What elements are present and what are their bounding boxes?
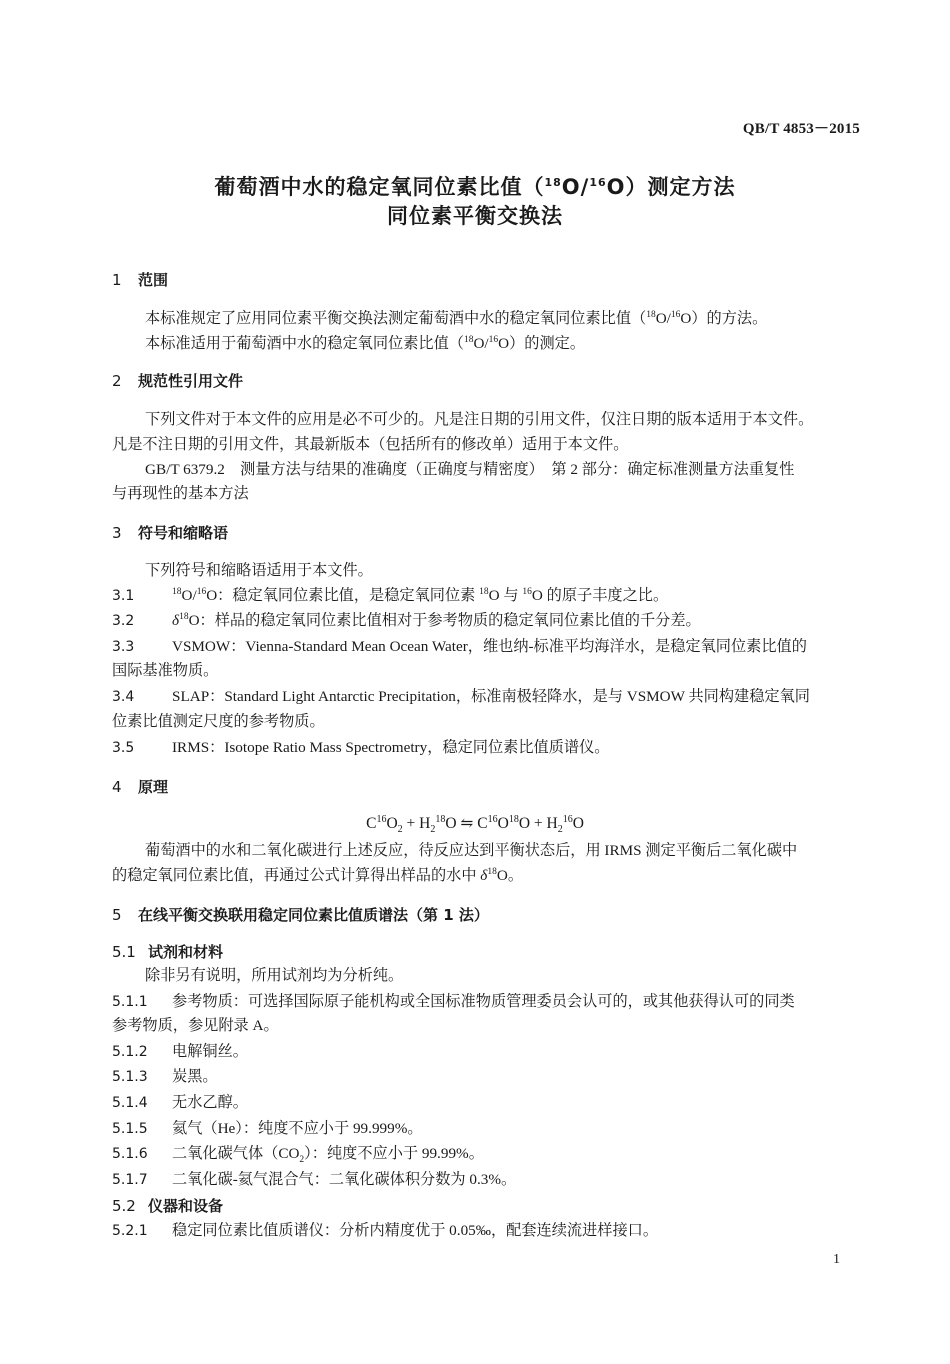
item-5-1-5: 5.1.5 氦气（He）：纯度不应小于 99.999%。 [112,1120,423,1137]
section-2-line-1: 下列文件对于本文件的应用是必不可少的。凡是注日期的引用文件，仅注日期的版本适用于本文件。 [145,411,814,428]
section-5-heading: 5 在线平衡交换联用稳定同位素比值质谱法（第 1 法） [112,906,489,924]
document-title-line-1: 葡萄酒中水的稳定氧同位素比值（$^{18}$O/$^{16}$O）测定方法 [214,175,736,199]
section-2-reference-line-2: 与再现性的基本方法 [112,485,249,502]
item-3-4-line-2: 位素比值测定尺度的参考物质。 [112,713,325,730]
item-5-1-3: 5.1.3 炭黑。 [112,1068,218,1085]
item-3-3-line-2: 国际基准物质。 [112,662,219,679]
section-2-line-2: 凡是不注日期的引用文件，其最新版本（包括所有的修改单）适用于本文件。 [112,436,629,453]
page-number: 1 [833,1252,840,1267]
item-5-1-2: 5.1.2 电解铜丝。 [112,1043,248,1060]
section-1-paragraph-2: 本标准适用于葡萄酒中水的稳定氧同位素比值（$^{18}$O/$^{16}$O）的测定。 [145,334,586,352]
item-3-2: 3.2 $\delta^{18}O$：样品的稳定氧同位素比值相对于参考物质的稳定氧同位素比值的千分差。 [112,611,701,629]
section-5-2-heading: 5.2 仪器和设备 [112,1197,224,1215]
section-3-intro: 下列符号和缩略语适用于本文件。 [145,562,373,579]
section-5-1-heading: 5.1 试剂和材料 [112,943,224,961]
section-1-heading: 1 范围 [112,271,169,289]
document-title-line-2: 同位素平衡交换法 [387,204,563,228]
section-4-line-2: 的稳定氧同位素比值，再通过公式计算得出样品的水中 $\delta^{18}O$。 [112,866,524,884]
section-4-heading: 4 原理 [112,778,169,796]
item-5-1-4: 5.1.4 无水乙醇。 [112,1094,248,1111]
item-5-1-6: 5.1.6 二氧化碳气体$(CO_2)$：纯度不应小于 99.99%。 [112,1145,484,1166]
section-3-heading: 3 符号和缩略语 [112,524,229,542]
item-5-1-1-line-1: 5.1.1 参考物质：可选择国际原子能机构或全国标准物质管理委员会认可的，或其他获得认可的同类 [112,993,795,1010]
section-2-heading: 2 规范性引用文件 [112,372,244,390]
item-5-1-7: 5.1.7 二氧化碳-氦气混合气：二氧化碳体积分数为 0.3%。 [112,1171,517,1188]
section-4-line-1: 葡萄酒中的水和二氧化碳进行上述反应，待反应达到平衡状态后，用 IRMS 测定平衡后二氧化碳中 [145,842,798,859]
section-2-reference-line-1: GB/T 6379.2 测量方法与结果的准确度（正确度与精密度） 第 2 部分：确定标准测量方法重复性 [145,461,795,478]
item-3-3-line-1: 3.3 VSMOW：Vienna-Standard Mean Ocean Water，维也纳-标准平均海洋水，是稳定氧同位素比值的 [112,638,807,655]
item-5-1-1-line-2: 参考物质，参见附录 A。 [112,1017,279,1034]
section-1-paragraph-1: 本标准规定了应用同位素平衡交换法测定葡萄酒中水的稳定氧同位素比值（$^{18}$O/$^{16}$O）的方法。 [145,309,768,327]
section-5-1-intro: 除非另有说明，所用试剂均为分析纯。 [145,967,404,984]
standard-code: QB/T 4853－2015 [742,121,860,137]
item-3-4-line-1: 3.4 SLAP：Standard Light Antarctic Precipitation，标准南极轻降水，是与 VSMOW 共同构建稳定氧同 [112,688,810,705]
item-3-5: 3.5 IRMS：Isotope Ratio Mass Spectrometry，稳定同位素比值质谱仪。 [112,739,610,756]
item-3-1: 3.1 $^{18}$O/$^{16}$O：稳定氧同位素比值，是稳定氧同位素 $^{18}$O 与 $^{16}$O 的原子丰度之比。 [112,586,669,604]
item-5-2-1: 5.2.1 稳定同位素比值质谱仪：分析内精度优于 0.05‰，配套连续流进样接口。 [112,1222,658,1239]
reaction-equation: $C^{16}O_2 + H_2^{18}O$ ⇋ $C^{16}O^{18}O + H_2^{16}O$ [366,813,584,836]
